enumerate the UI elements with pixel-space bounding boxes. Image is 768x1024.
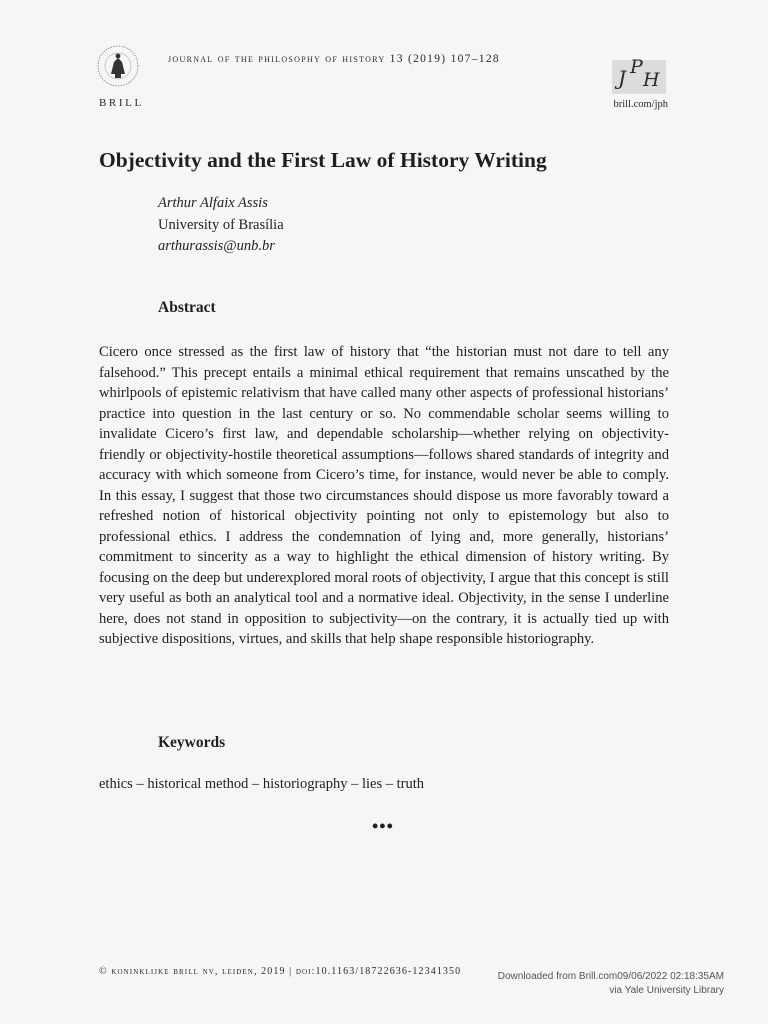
- brill-seal-logo-icon: [96, 44, 140, 88]
- section-separator: •••: [372, 816, 394, 836]
- journal-citation: journal of the philosophy of history 13 (2019) 107–128: [168, 53, 500, 65]
- jph-logo-letter-j: J: [618, 66, 627, 90]
- copyright-doi-line: © koninklijke brill nv, leiden, 2019 | doi:10.1163/18722636-12341350: [99, 966, 462, 977]
- author-name: Arthur Alfaix Assis: [158, 195, 268, 211]
- keywords-list: ethics – historical method – historiography – lies – truth: [99, 776, 424, 792]
- jph-logo: [612, 56, 666, 94]
- download-watermark: Downloaded from Brill.com09/06/2022 02:18:35AM: [497, 971, 724, 982]
- author-email[interactable]: arthurassis@unb.br: [158, 238, 275, 254]
- jph-logo-letter-p: P: [630, 56, 643, 78]
- jph-logo-letter-h: H: [643, 69, 660, 91]
- keywords-heading: Keywords: [158, 734, 226, 751]
- abstract-heading: Abstract: [158, 299, 216, 316]
- journal-url[interactable]: brill.com/jph: [613, 99, 668, 110]
- author-affiliation: University of Brasília: [158, 217, 284, 233]
- library-watermark: via Yale University Library: [609, 985, 724, 996]
- publisher-name: BRILL: [99, 97, 144, 109]
- article-title: Objectivity and the First Law of History Writing: [99, 148, 547, 172]
- abstract-text: Cicero once stressed as the first law of history that “the historian must not dare to tell any falsehood.” This precept entails a minimal ethical requirement that remains unscathed by the whirlpools of epistemic relativism that have called many other aspects of professional historians’ practice into question in the last century or so. No commendable scholar seems willing to invalidate Cicero’s first law, and dependable scholarship—whether relying on objectivity-friendly or objectivity-hostile theoretical assumptions—follows shared standards of integrity and accuracy with which someone from Cicero’s time, for instance, would never be able to comply. In this essay, I suggest that those two circumstances should dispose us more favorably toward a refreshed notion of historical objectivity pointing not only to epistemology but also to professional ethics. I address the condemnation of lying and, more generally, historians’ commitment to sincerity as a way to highlight the ethical dimension of history writing. By focusing on the deep but underexplored moral roots of objectivity, I argue that this concept is still very useful as both an analytical tool and a normative ideal. Objectivity, in the sense I underline here, does not stand in opposition to subjectivity—on the contrary, it is actually tied up with subjective dispositions, virtues, and skills that help shape responsible historiography.: [99, 344, 669, 647]
